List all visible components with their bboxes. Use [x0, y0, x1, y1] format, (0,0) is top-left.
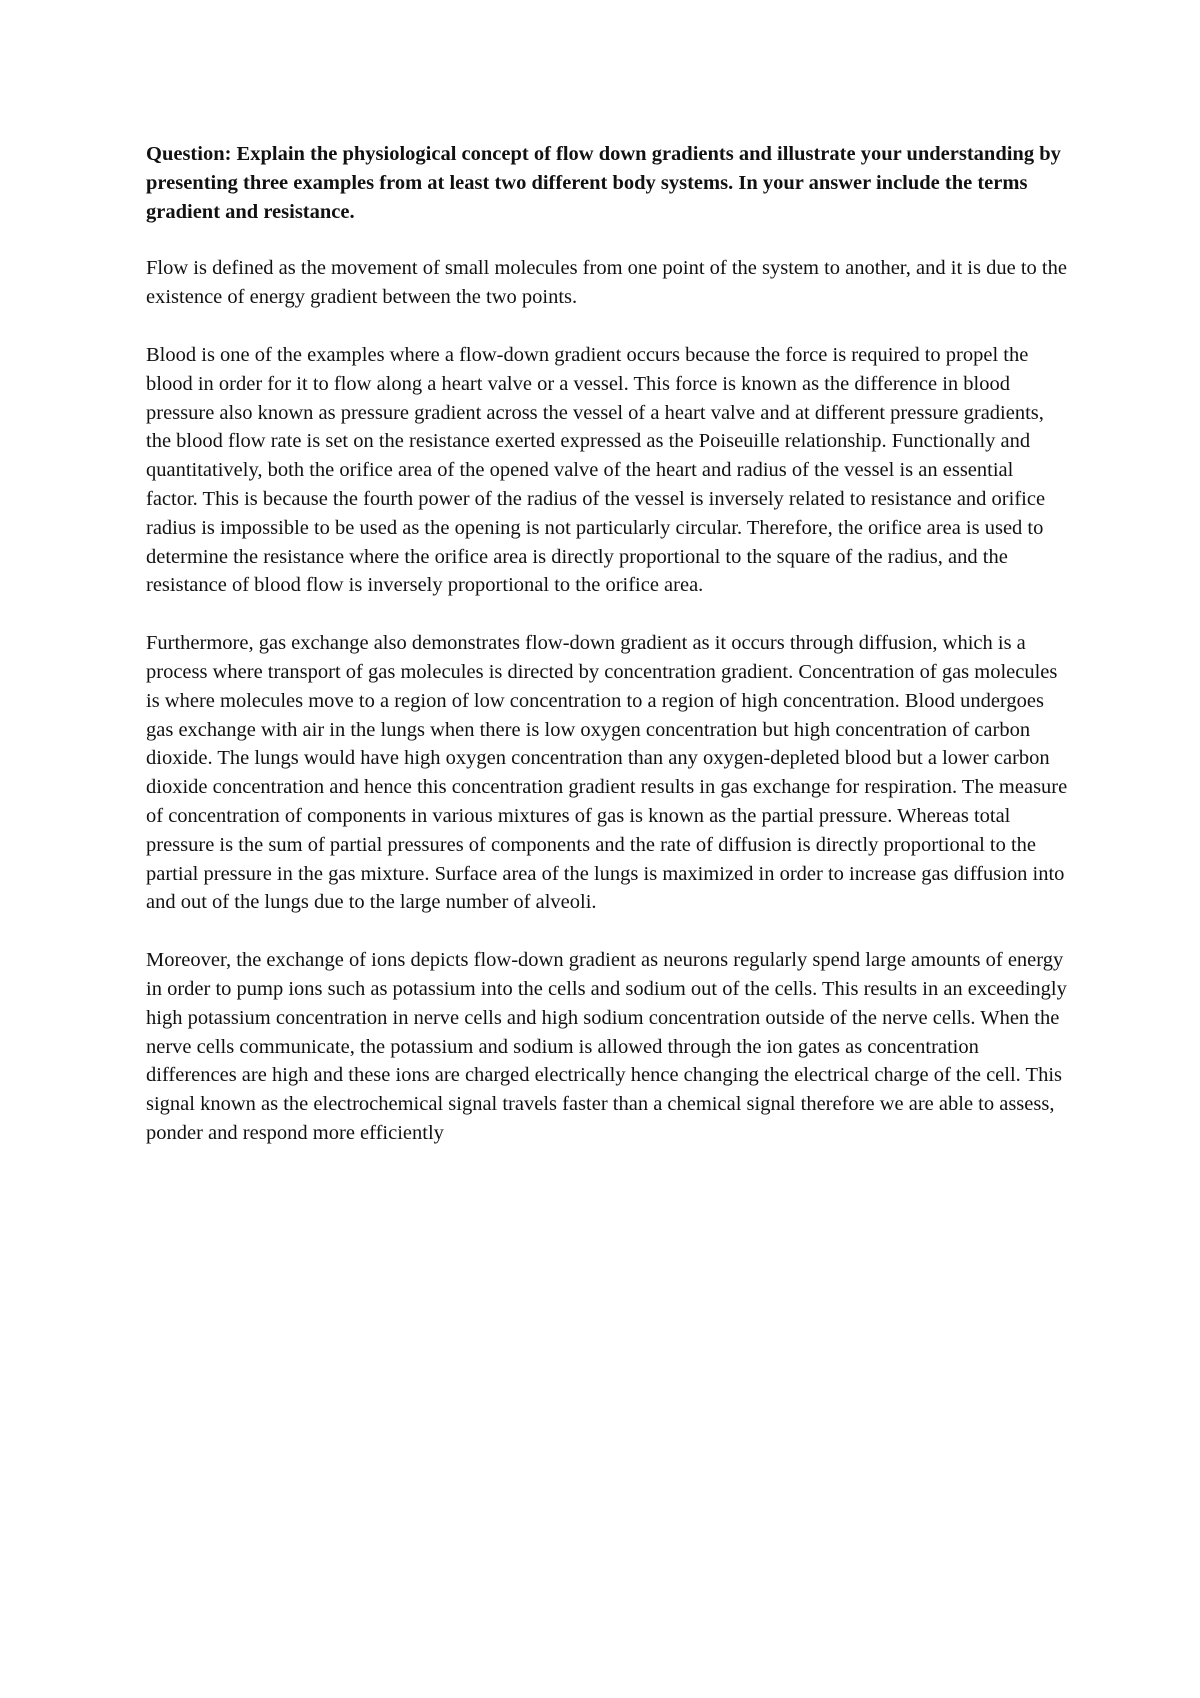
document-body — [146, 140, 1070, 1177]
question-heading: Question: Explain the physiological concept of flow down gradients and illustrate your understanding by presenting three examples from at least two different body systems. In your answer include the terms gradient and resistance. — [146, 143, 1061, 223]
paragraph-blood-flow: Blood is one of the examples where a flow-down gradient occurs because the force is required to propel the blood in order for it to flow along a heart valve or a vessel. This force is known as the difference in blood pressure also known as pressure gradient across the vessel of a heart valve and at different pressure gradients, the blood flow rate is set on the resistance exerted expressed as the Poiseuille relationship. Functionally and quantitatively, both the orifice area of the opened valve of the heart and radius of the vessel is an essential factor. This is because the fourth power of the radius of the vessel is inversely related to resistance and orifice radius is impossible to be used as the opening is not particularly circular. Therefore, the orifice area is used to determine the resistance where the orifice area is directly proportional to the square of the radius, and the resistance of blood flow is inversely proportional to the orifice area. — [146, 343, 1046, 597]
paragraph-ion-exchange: Moreover, the exchange of ions depicts flow-down gradient as neurons regularly spend large amounts of energy in order to pump ions such as potassium into the cells and sodium out of the cells. This results in an exceedingly high potassium concentration in nerve cells and high sodium concentration outside of the nerve cells. When the nerve cells communicate, the potassium and sodium is allowed through the ion gates as concentration differences are high and these ions are charged electrically hence changing the electrical charge of the cell. This signal known as the electrochemical signal travels faster than a chemical signal therefore we are able to assess, ponder and respond more efficiently — [146, 949, 1067, 1144]
paragraph-gas-exchange: Furthermore, gas exchange also demonstrates flow-down gradient as it occurs through diffusion, which is a process where transport of gas molecules is directed by concentration gradient. Concentration of gas molecules is where molecules move to a region of low concentration to a region of high concentration. Blood undergoes gas exchange with air in the lungs when there is low oxygen concentration but high concentration of carbon dioxide. The lungs would have high oxygen concentration than any oxygen-depleted blood but a lower carbon dioxide concentration and hence this concentration gradient results in gas exchange for respiration. The measure of concentration of components in various mixtures of gas is known as the partial pressure. Whereas total pressure is the sum of partial pressures of components and the rate of diffusion is directly proportional to the partial pressure in the gas mixture. Surface area of the lungs is maximized in order to increase gas diffusion into and out of the lungs due to the large number of alveoli. — [146, 632, 1068, 914]
paragraph-flow-definition: Flow is defined as the movement of small molecules from one point of the system to another, and it is due to the existence of energy gradient between the two points. — [146, 257, 1067, 309]
